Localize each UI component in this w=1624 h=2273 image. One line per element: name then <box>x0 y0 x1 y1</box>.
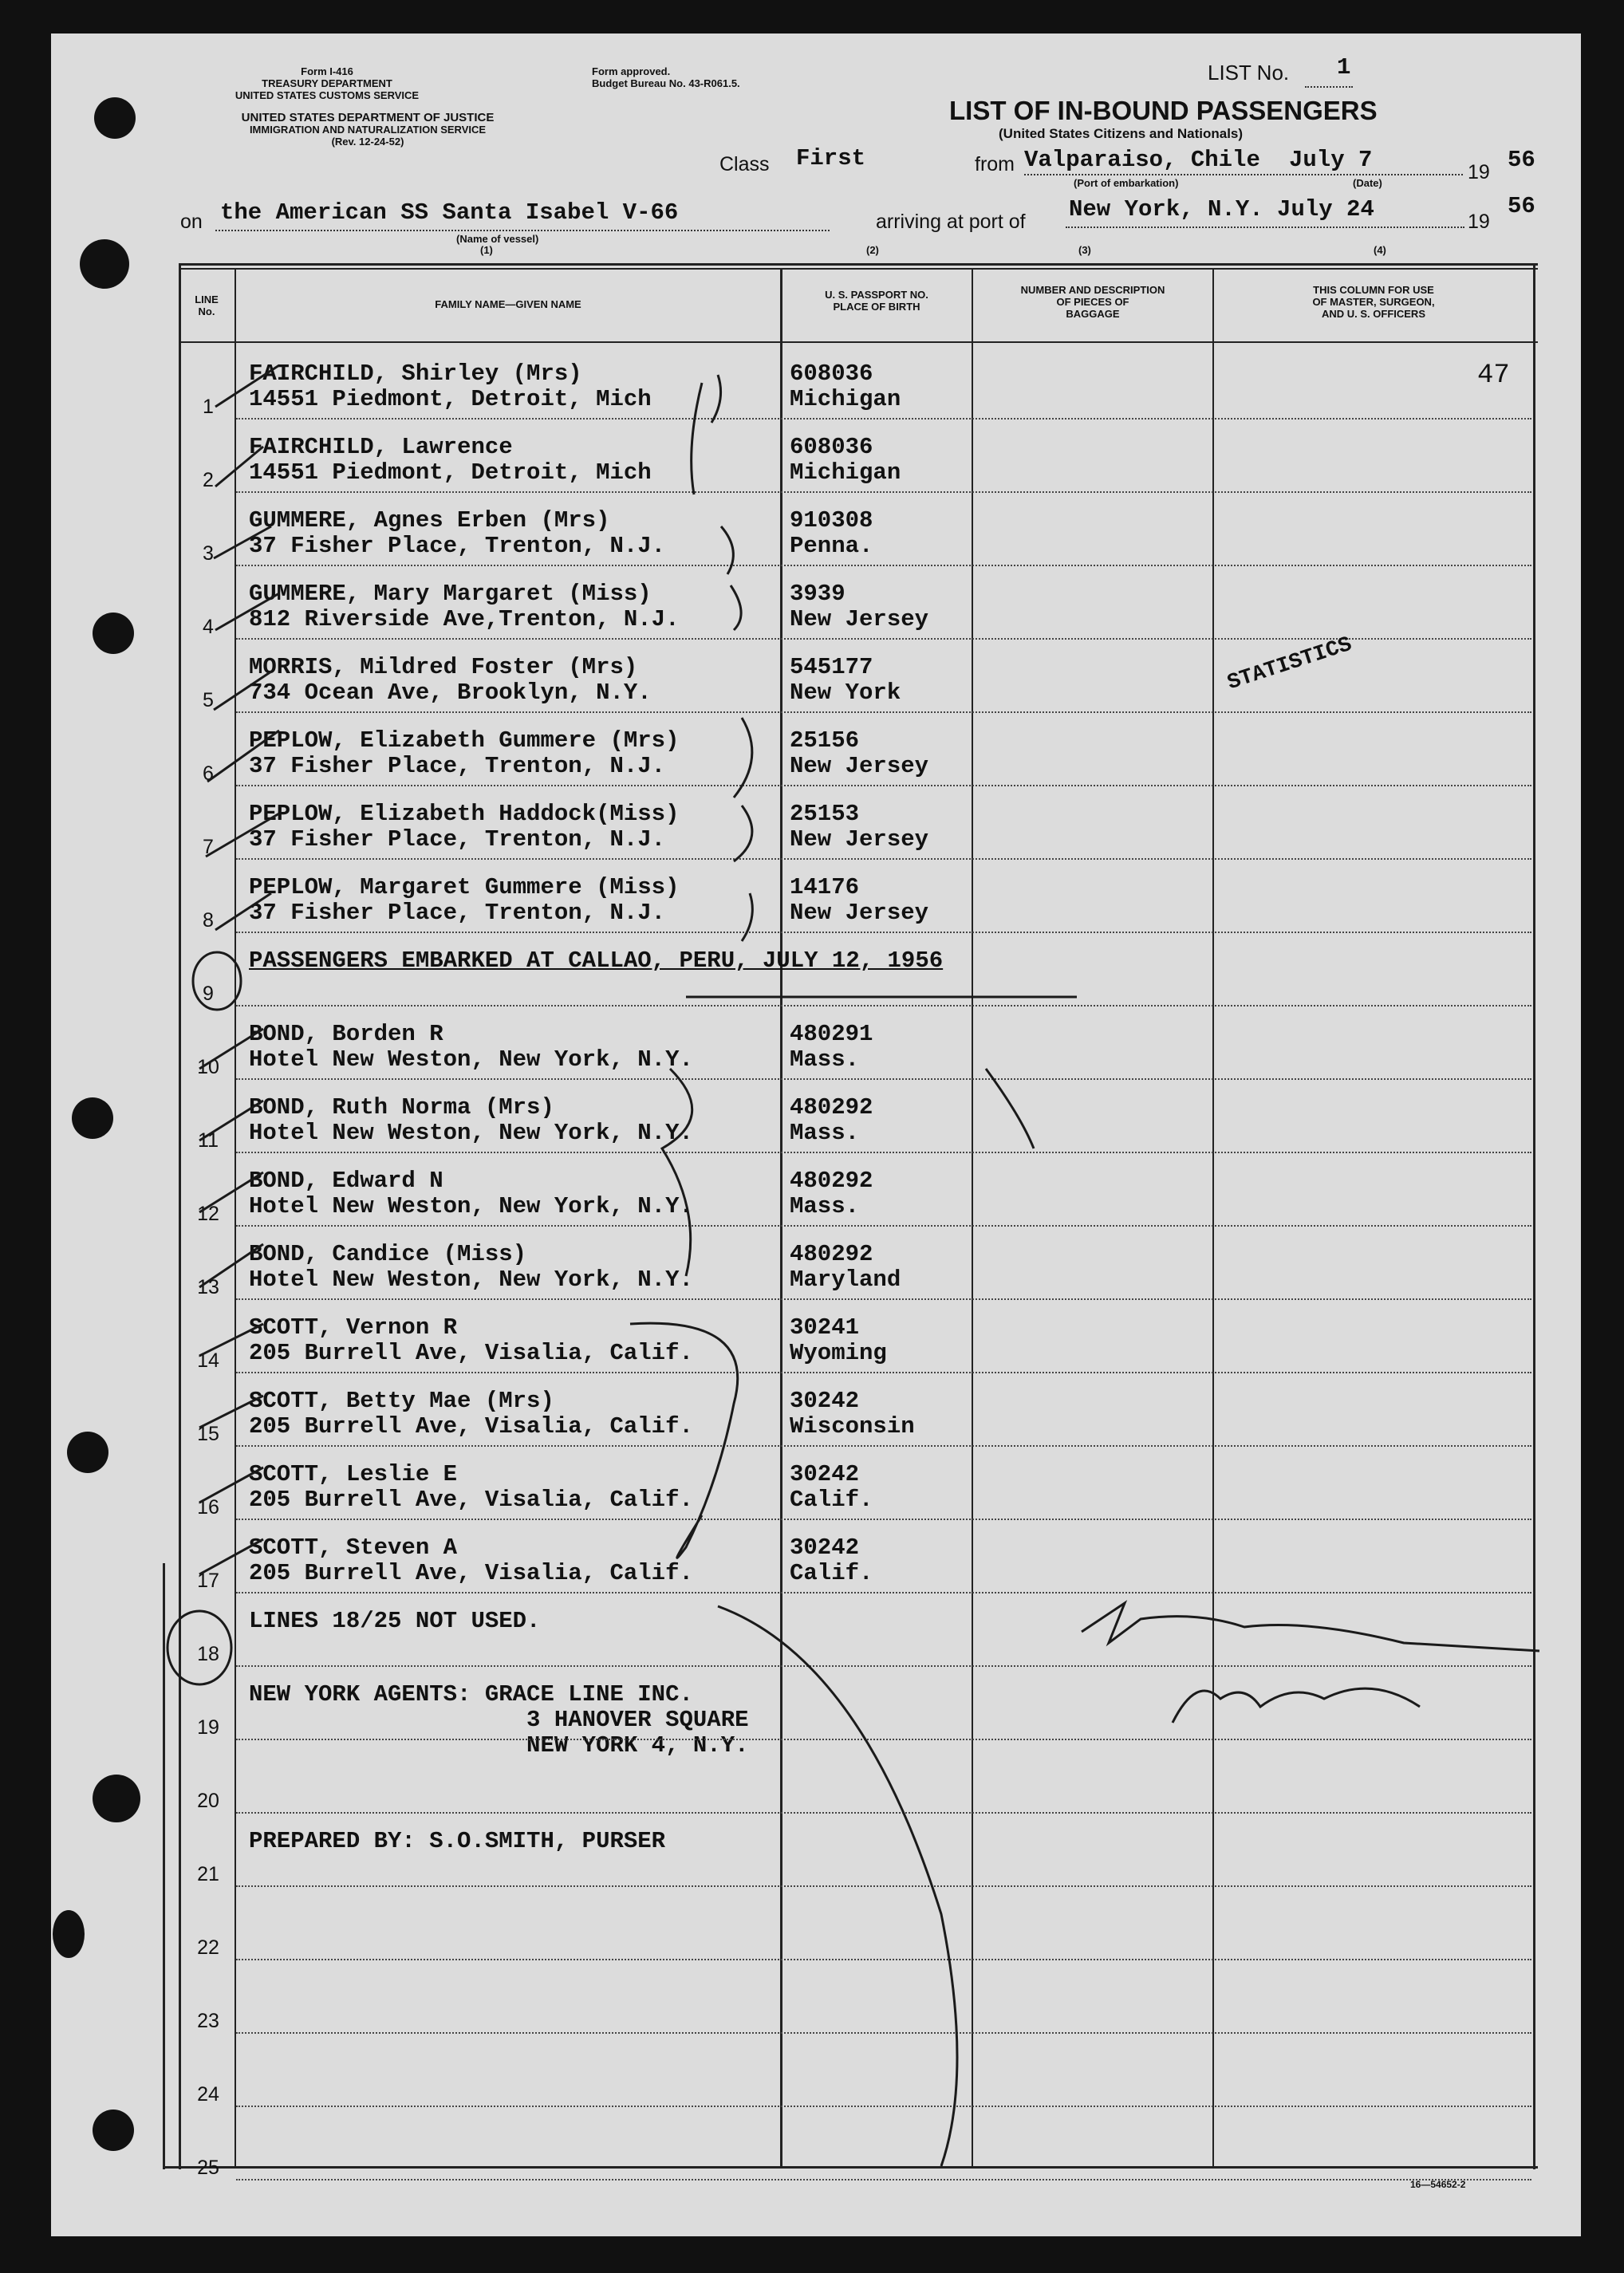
passenger-address: 205 Burrell Ave, Visalia, Calif. <box>249 1487 693 1513</box>
ins-heading: IMMIGRATION AND NATURALIZATION SERVICE <box>249 124 487 136</box>
passenger-address: 37 Fisher Place, Trenton, N.J. <box>249 533 666 559</box>
on-label: on <box>180 211 203 233</box>
class-value: First <box>796 145 866 171</box>
line-number: 9 <box>203 983 214 1005</box>
vessel-caption: (Name of vessel) <box>456 233 539 245</box>
place-of-birth: New Jersey <box>790 826 929 853</box>
passenger-name: PEPLOW, Elizabeth Haddock(Miss) <box>249 801 680 827</box>
form-approved: Form approved. <box>592 65 671 77</box>
passenger-name: PEPLOW, Elizabeth Gummere (Mrs) <box>249 727 680 754</box>
port-caption: (Port of embarkation) <box>1074 177 1179 189</box>
agent-address-line: NEW YORK 4, N.Y. <box>249 1732 749 1759</box>
passport-number: 910308 <box>790 507 873 534</box>
passenger-address: 37 Fisher Place, Trenton, N.J. <box>249 826 666 853</box>
vessel-col-num: (1) <box>480 244 493 256</box>
place-of-birth: Calif. <box>790 1487 873 1513</box>
place-of-birth: Maryland <box>790 1266 901 1293</box>
line-number: 15 <box>197 1423 219 1445</box>
passport-number: 25153 <box>790 801 860 827</box>
col-header-line-no: LINE No. <box>195 293 219 317</box>
line-number: 20 <box>197 1790 219 1812</box>
vessel-name: the American SS Santa Isabel V-66 <box>220 199 679 226</box>
place-of-birth: New Jersey <box>790 606 929 632</box>
passenger-address: 14551 Piedmont, Detroit, Mich <box>249 386 652 412</box>
col2-num: (2) <box>866 244 879 256</box>
passport-number: 14176 <box>790 874 860 900</box>
officer-count-note: 47 <box>1477 360 1510 391</box>
place-of-birth: Wisconsin <box>790 1413 915 1440</box>
passenger-name: SCOTT, Vernon R <box>249 1314 458 1341</box>
class-label: Class <box>719 153 770 175</box>
passport-number: 608036 <box>790 434 873 460</box>
embark-year: 56 <box>1508 147 1535 173</box>
line-number: 8 <box>203 909 214 932</box>
passenger-name: SCOTT, Leslie E <box>249 1461 458 1487</box>
passport-number: 30241 <box>790 1314 860 1341</box>
form-number: Form I-416 <box>301 65 353 77</box>
passenger-name: GUMMERE, Agnes Erben (Mrs) <box>249 507 610 534</box>
line-number: 7 <box>203 836 214 858</box>
place-of-birth: Penna. <box>790 533 873 559</box>
list-number-label: LIST No. <box>1208 61 1290 85</box>
passenger-address: 205 Burrell Ave, Visalia, Calif. <box>249 1413 693 1440</box>
passenger-address: Hotel New Weston, New York, N.Y. <box>249 1266 693 1293</box>
passenger-address: 734 Ocean Ave, Brooklyn, N.Y. <box>249 680 652 706</box>
passenger-name: BOND, Borden R <box>249 1021 443 1047</box>
line-number: 16 <box>197 1496 219 1519</box>
line-number: 5 <box>203 689 214 711</box>
place-of-birth: Wyoming <box>790 1340 887 1366</box>
col-header-officers: THIS COLUMN FOR USE OF MASTER, SURGEON, AND U. S. OFFICERS <box>1312 284 1435 320</box>
line-number: 2 <box>203 469 214 491</box>
line-number: 23 <box>197 2010 219 2032</box>
arrival-year: 56 <box>1508 193 1535 219</box>
line-number: 25 <box>197 2157 219 2179</box>
passport-number: 3939 <box>790 581 846 607</box>
passenger-address: 14551 Piedmont, Detroit, Mich <box>249 459 652 486</box>
place-of-birth: New Jersey <box>790 900 929 926</box>
col-header-name: FAMILY NAME—GIVEN NAME <box>435 298 581 310</box>
passenger-name: BOND, Ruth Norma (Mrs) <box>249 1094 554 1121</box>
port-of-embarkation: Valparaiso, Chile <box>1024 147 1260 173</box>
line-number: 21 <box>197 1863 219 1885</box>
passenger-address: 205 Burrell Ave, Visalia, Calif. <box>249 1340 693 1366</box>
place-of-birth: Mass. <box>790 1193 860 1219</box>
passport-number: 30242 <box>790 1461 860 1487</box>
line-number: 18 <box>197 1643 219 1665</box>
passenger-name: SCOTT, Steven A <box>249 1534 458 1561</box>
line-number: 22 <box>197 1936 219 1959</box>
passenger-address: 3 HANOVER SQUARE <box>249 1707 749 1733</box>
customs-service: UNITED STATES CUSTOMS SERVICE <box>235 89 420 101</box>
passenger-name: PREPARED BY: S.O.SMITH, PURSER <box>249 1828 666 1854</box>
passenger-name: SCOTT, Betty Mae (Mrs) <box>249 1388 554 1414</box>
passenger-name: BOND, Candice (Miss) <box>249 1241 527 1267</box>
place-of-birth: Michigan <box>790 386 901 412</box>
arrival-port-date: New York, N.Y. July 24 <box>1069 196 1374 223</box>
col-header-passport: U. S. PASSPORT NO. PLACE OF BIRTH <box>825 289 928 313</box>
passenger-name: PEPLOW, Margaret Gummere (Miss) <box>249 874 680 900</box>
date-caption: (Date) <box>1353 177 1382 189</box>
passport-number: 480291 <box>790 1021 873 1047</box>
passenger-name: BOND, Edward N <box>249 1168 443 1194</box>
passenger-name: FAIRCHILD, Lawrence <box>249 434 513 460</box>
document-subtitle: (United States Citizens and Nationals) <box>999 126 1244 141</box>
list-number: 1 <box>1337 54 1351 81</box>
passport-number: 30242 <box>790 1534 860 1561</box>
footer-form-code: 16—54652-2 <box>1410 2179 1466 2190</box>
passenger-address: 37 Fisher Place, Trenton, N.J. <box>249 753 666 779</box>
line-number: 12 <box>197 1203 219 1225</box>
col-header-baggage: NUMBER AND DESCRIPTION OF PIECES OF BAGGAGE <box>1020 284 1165 320</box>
passenger-name: NEW YORK AGENTS: GRACE LINE INC. <box>249 1681 693 1708</box>
statistics-stamp: STATISTICS <box>1224 632 1355 696</box>
passenger-address: 812 Riverside Ave,Trenton, N.J. <box>249 606 680 632</box>
line-number: 24 <box>197 2083 219 2106</box>
passport-number: 480292 <box>790 1094 873 1121</box>
passenger-address: 37 Fisher Place, Trenton, N.J. <box>249 900 666 926</box>
line-number: 10 <box>197 1056 219 1078</box>
passenger-address: Hotel New Weston, New York, N.Y. <box>249 1120 693 1146</box>
col3-num: (3) <box>1078 244 1091 256</box>
line-number: 14 <box>197 1349 219 1372</box>
document-title: LIST OF IN-BOUND PASSENGERS <box>949 96 1378 125</box>
line-number: 13 <box>197 1276 219 1298</box>
section-heading: PASSENGERS EMBARKED AT CALLAO, PERU, JULY 12, 1956 <box>249 947 944 974</box>
line-number: 6 <box>203 762 214 785</box>
doj-heading: UNITED STATES DEPARTMENT OF JUSTICE <box>241 111 495 124</box>
passport-number: 480292 <box>790 1241 873 1267</box>
from-label: from <box>975 153 1015 175</box>
place-of-birth: New Jersey <box>790 753 929 779</box>
budget-bureau: Budget Bureau No. 43-R061.5. <box>592 77 740 89</box>
line-number: 3 <box>203 542 214 565</box>
line-number: 17 <box>197 1570 219 1592</box>
col4-num: (4) <box>1374 244 1386 256</box>
passenger-address: 205 Burrell Ave, Visalia, Calif. <box>249 1560 693 1586</box>
revision: (Rev. 12-24-52) <box>331 136 404 148</box>
year-prefix: 19 <box>1468 161 1490 183</box>
place-of-birth: New York <box>790 680 901 706</box>
line-number: 19 <box>197 1716 219 1739</box>
passenger-address: Hotel New Weston, New York, N.Y. <box>249 1046 693 1073</box>
arriving-label: arriving at port of <box>876 211 1026 233</box>
treasury-dept: TREASURY DEPARTMENT <box>262 77 392 89</box>
place-of-birth: Mass. <box>790 1046 860 1073</box>
passenger-name: MORRIS, Mildred Foster (Mrs) <box>249 654 638 680</box>
passport-number: 30242 <box>790 1388 860 1414</box>
place-of-birth: Michigan <box>790 459 901 486</box>
year-prefix-2: 19 <box>1468 211 1490 233</box>
passenger-name: GUMMERE, Mary Margaret (Miss) <box>249 581 652 607</box>
line-number: 4 <box>203 616 214 638</box>
passport-number: 545177 <box>790 654 873 680</box>
line-number: 11 <box>198 1129 219 1152</box>
place-of-birth: Mass. <box>790 1120 860 1146</box>
passenger-name: LINES 18/25 NOT USED. <box>249 1608 541 1634</box>
passport-number: 480292 <box>790 1168 873 1194</box>
line-number: 1 <box>203 396 214 418</box>
passport-number: 608036 <box>790 360 873 387</box>
embark-date: July 7 <box>1289 147 1373 173</box>
passport-number: 25156 <box>790 727 860 754</box>
passenger-name: FAIRCHILD, Shirley (Mrs) <box>249 360 582 387</box>
passenger-address: Hotel New Weston, New York, N.Y. <box>249 1193 693 1219</box>
place-of-birth: Calif. <box>790 1560 873 1586</box>
